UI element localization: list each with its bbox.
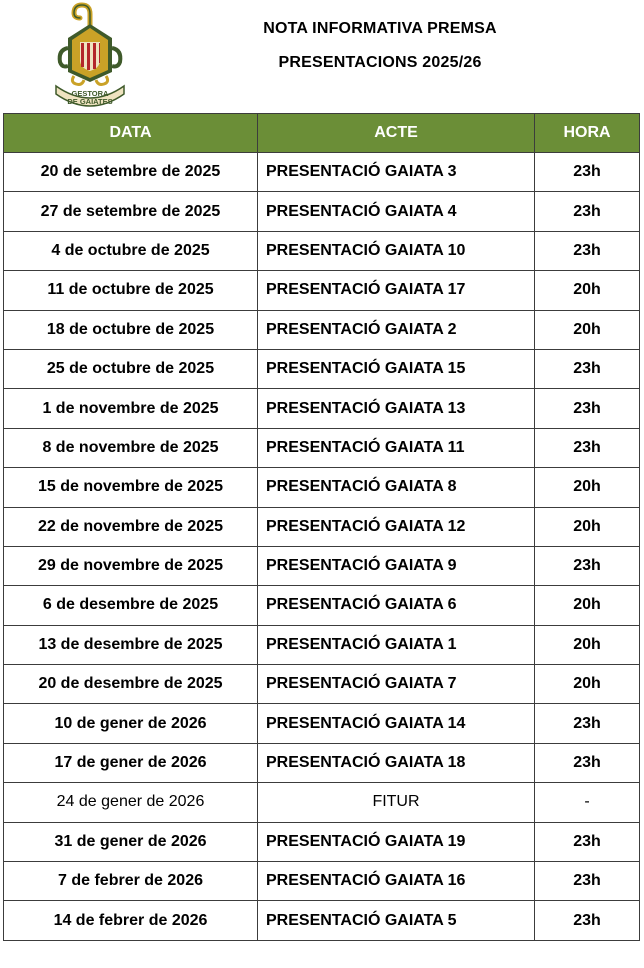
hora-cell: 23h bbox=[535, 389, 640, 428]
document-subtitle: PRESENTACIONS 2025/26 bbox=[278, 54, 482, 71]
hora-cell: 23h bbox=[535, 546, 640, 585]
acte-cell: FITUR bbox=[258, 783, 535, 822]
table-row bbox=[4, 862, 640, 901]
table-row bbox=[4, 704, 640, 743]
table-row bbox=[4, 743, 640, 782]
hora-cell: 23h bbox=[535, 349, 640, 388]
hora-cell: 20h bbox=[535, 586, 640, 625]
logo-text-top: GESTORA bbox=[71, 89, 109, 98]
table-row bbox=[4, 546, 640, 585]
table-row bbox=[4, 349, 640, 388]
hora-cell: 23h bbox=[535, 743, 640, 782]
hora-cell: 20h bbox=[535, 665, 640, 704]
column-header-hora: HORA bbox=[535, 114, 640, 153]
presentations-table bbox=[3, 113, 640, 941]
hora-cell: 23h bbox=[535, 192, 640, 231]
acte-cell: PRESENTACIÓ GAIATA 14 bbox=[258, 704, 535, 743]
table-row bbox=[4, 192, 640, 231]
acte-cell: PRESENTACIÓ GAIATA 17 bbox=[258, 271, 535, 310]
date-cell: 20 de desembre de 2025 bbox=[4, 665, 258, 704]
document-title: NOTA INFORMATIVA PREMSA bbox=[263, 20, 497, 37]
acte-cell: PRESENTACIÓ GAIATA 15 bbox=[258, 349, 535, 388]
date-cell: 22 de novembre de 2025 bbox=[4, 507, 258, 546]
gestora-de-gaiates-logo bbox=[50, 2, 130, 108]
table-row bbox=[4, 783, 640, 822]
acte-cell: PRESENTACIÓ GAIATA 1 bbox=[258, 625, 535, 664]
hora-cell: 20h bbox=[535, 310, 640, 349]
acte-cell: PRESENTACIÓ GAIATA 2 bbox=[258, 310, 535, 349]
acte-cell: PRESENTACIÓ GAIATA 7 bbox=[258, 665, 535, 704]
date-cell: 8 de novembre de 2025 bbox=[4, 428, 258, 467]
date-cell: 4 de octubre de 2025 bbox=[4, 231, 258, 270]
hora-cell: 23h bbox=[535, 862, 640, 901]
acte-cell: PRESENTACIÓ GAIATA 16 bbox=[258, 862, 535, 901]
acte-cell: PRESENTACIÓ GAIATA 3 bbox=[258, 153, 535, 192]
acte-cell: PRESENTACIÓ GAIATA 11 bbox=[258, 428, 535, 467]
table-row bbox=[4, 507, 640, 546]
acte-cell: PRESENTACIÓ GAIATA 5 bbox=[258, 901, 535, 940]
date-cell: 18 de octubre de 2025 bbox=[4, 310, 258, 349]
table-row bbox=[4, 231, 640, 270]
table-row bbox=[4, 586, 640, 625]
table-row bbox=[4, 153, 640, 192]
table-row bbox=[4, 468, 640, 507]
table-row bbox=[4, 389, 640, 428]
date-cell: 10 de gener de 2026 bbox=[4, 704, 258, 743]
hora-cell: 23h bbox=[535, 822, 640, 861]
column-header-acte: ACTE bbox=[258, 114, 535, 153]
date-cell: 25 de octubre de 2025 bbox=[4, 349, 258, 388]
acte-cell: PRESENTACIÓ GAIATA 13 bbox=[258, 389, 535, 428]
date-cell: 1 de novembre de 2025 bbox=[4, 389, 258, 428]
acte-cell: PRESENTACIÓ GAIATA 8 bbox=[258, 468, 535, 507]
date-cell: 15 de novembre de 2025 bbox=[4, 468, 258, 507]
hora-cell: 23h bbox=[535, 901, 640, 940]
date-cell: 24 de gener de 2026 bbox=[4, 783, 258, 822]
acte-cell: PRESENTACIÓ GAIATA 6 bbox=[258, 586, 535, 625]
date-cell: 20 de setembre de 2025 bbox=[4, 153, 258, 192]
table-row bbox=[4, 271, 640, 310]
table-row bbox=[4, 310, 640, 349]
logo-text-bottom: DE GAIATES bbox=[67, 97, 113, 106]
hora-cell: 23h bbox=[535, 231, 640, 270]
hora-cell: 20h bbox=[535, 507, 640, 546]
hora-cell: 23h bbox=[535, 704, 640, 743]
column-header-date: DATA bbox=[4, 114, 258, 153]
table-row bbox=[4, 625, 640, 664]
date-cell: 17 de gener de 2026 bbox=[4, 743, 258, 782]
acte-cell: PRESENTACIÓ GAIATA 9 bbox=[258, 546, 535, 585]
date-cell: 11 de octubre de 2025 bbox=[4, 271, 258, 310]
table-row bbox=[4, 665, 640, 704]
date-cell: 13 de desembre de 2025 bbox=[4, 625, 258, 664]
acte-cell: PRESENTACIÓ GAIATA 19 bbox=[258, 822, 535, 861]
date-cell: 31 de gener de 2026 bbox=[4, 822, 258, 861]
acte-cell: PRESENTACIÓ GAIATA 12 bbox=[258, 507, 535, 546]
acte-cell: PRESENTACIÓ GAIATA 10 bbox=[258, 231, 535, 270]
acte-cell: PRESENTACIÓ GAIATA 4 bbox=[258, 192, 535, 231]
date-cell: 6 de desembre de 2025 bbox=[4, 586, 258, 625]
hora-cell: 20h bbox=[535, 625, 640, 664]
acte-cell: PRESENTACIÓ GAIATA 18 bbox=[258, 743, 535, 782]
table-header-row bbox=[4, 114, 640, 153]
date-cell: 7 de febrer de 2026 bbox=[4, 862, 258, 901]
hora-cell: 20h bbox=[535, 271, 640, 310]
hora-cell: 20h bbox=[535, 468, 640, 507]
hora-cell: 23h bbox=[535, 153, 640, 192]
table-body bbox=[4, 153, 640, 941]
table-row bbox=[4, 901, 640, 940]
hora-cell: 23h bbox=[535, 428, 640, 467]
date-cell: 14 de febrer de 2026 bbox=[4, 901, 258, 940]
date-cell: 27 de setembre de 2025 bbox=[4, 192, 258, 231]
table-row bbox=[4, 428, 640, 467]
hora-cell: - bbox=[535, 783, 640, 822]
table-row bbox=[4, 822, 640, 861]
date-cell: 29 de novembre de 2025 bbox=[4, 546, 258, 585]
